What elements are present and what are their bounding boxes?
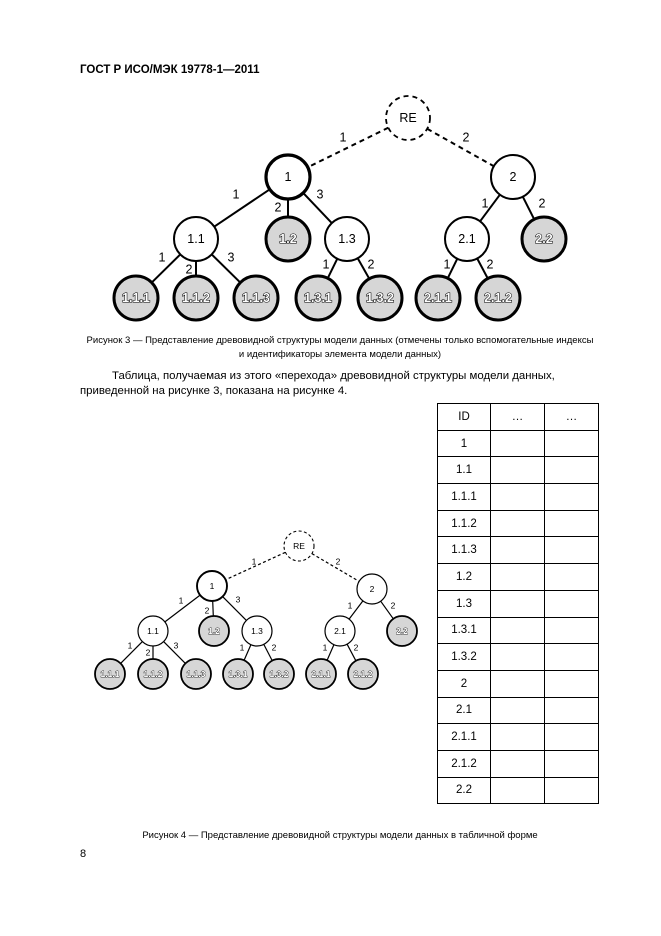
table-cell-empty	[491, 777, 545, 804]
edge-label: 2	[145, 647, 151, 658]
tree-edge	[212, 254, 241, 282]
table-cell-empty	[491, 537, 545, 564]
tree-node	[348, 659, 378, 689]
tree-node	[242, 616, 272, 646]
tree-edge	[213, 601, 214, 616]
edge-label: 3	[235, 594, 241, 605]
tree-node	[138, 616, 168, 646]
node-label: 2.1	[458, 231, 476, 246]
page-number: 8	[80, 848, 87, 860]
table-cell-id: 2.1	[438, 697, 491, 724]
edge-label: 2	[204, 605, 210, 616]
table-cell-empty	[545, 537, 599, 564]
table-cell-id: 1.1	[438, 457, 491, 484]
tree-node	[138, 659, 168, 689]
node-label: 2.1	[334, 625, 346, 636]
table-row	[438, 537, 599, 564]
table-row	[438, 697, 599, 724]
table-cell-id: 1.1.1	[438, 484, 491, 511]
table-header-ellipsis: …	[491, 404, 545, 431]
table-cell-id: 1.3.2	[438, 644, 491, 671]
table-cell-empty	[491, 510, 545, 537]
table-cell-empty	[545, 697, 599, 724]
table-cell-empty	[491, 750, 545, 777]
edge-label: 1	[127, 640, 133, 651]
table-cell-id: 2.1.2	[438, 750, 491, 777]
node-label: RE	[293, 540, 305, 551]
table-cell-empty	[491, 724, 545, 751]
tree-node	[266, 155, 310, 199]
edge-label: 2	[271, 642, 277, 653]
tree-node	[284, 531, 314, 561]
tree-node	[95, 659, 125, 689]
tree-node	[445, 217, 489, 261]
table-cell-empty	[545, 457, 599, 484]
table-cell-empty	[545, 564, 599, 591]
edge-label: 2	[335, 556, 341, 567]
table-cell-empty	[491, 697, 545, 724]
tree-node	[325, 616, 355, 646]
edge-label: 1	[158, 250, 166, 265]
table-row	[438, 644, 599, 671]
table-header-ellipsis: …	[545, 404, 599, 431]
table-cell-empty	[545, 750, 599, 777]
node-label: 1.1.1	[122, 290, 150, 305]
node-label: 1.3.1	[228, 668, 248, 679]
tree-node	[174, 276, 218, 320]
tree-node	[476, 276, 520, 320]
table-cell-empty	[491, 457, 545, 484]
edge-label: 2	[353, 642, 359, 653]
table-cell-empty	[545, 777, 599, 804]
node-label: 1.1	[147, 625, 159, 636]
node-label: 2.1.2	[353, 668, 373, 679]
edge-label: 2	[538, 196, 546, 211]
table-row	[438, 430, 599, 457]
node-label: 1.2	[279, 231, 297, 246]
node-label: 1.1.3	[186, 668, 206, 679]
table-cell-empty	[545, 670, 599, 697]
figure-3-caption-line-2: и идентификаторы элемента модели данных)	[238, 349, 442, 360]
table-cell-empty	[545, 430, 599, 457]
table-cell-empty	[545, 644, 599, 671]
tree-edge	[244, 645, 251, 661]
table-cell-empty	[491, 564, 545, 591]
edge-label: 2	[486, 257, 494, 272]
table-cell-empty	[545, 590, 599, 617]
tree-node	[266, 217, 310, 261]
tree-node	[358, 276, 402, 320]
body-paragraph: Таблица, получаемая из этого «перехода» древовидной структуры модели данных, приведенной на рисунке 3, показана на рисунке 4.	[80, 370, 555, 397]
table-cell-empty	[491, 670, 545, 697]
node-label: 1.3.2	[269, 668, 289, 679]
edge-label: 3	[173, 640, 179, 651]
tree-node	[223, 659, 253, 689]
tree-node	[181, 659, 211, 689]
table-header-row	[438, 404, 599, 431]
edge-label: 1	[232, 187, 240, 202]
tree-node	[114, 276, 158, 320]
table-cell-id: 1.2	[438, 564, 491, 591]
figure-4-tree	[0, 500, 430, 700]
tree-node	[386, 96, 430, 140]
edge-label: 1	[347, 600, 353, 611]
table-cell-id: 1.1.3	[438, 537, 491, 564]
tree-node	[522, 217, 566, 261]
id-table	[437, 403, 599, 804]
edge-label: 1	[322, 642, 328, 653]
table-cell-empty	[491, 617, 545, 644]
table-cell-id: 2.1.1	[438, 724, 491, 751]
node-label: 2.2	[535, 231, 553, 246]
edge-label: 1	[443, 257, 451, 272]
table-row	[438, 670, 599, 697]
node-label: 1.1	[187, 231, 205, 246]
table-cell-empty	[545, 724, 599, 751]
node-label: 1.1.1	[100, 668, 120, 679]
tree-node	[197, 571, 227, 601]
tree-edge	[214, 189, 270, 226]
node-label: 2	[509, 169, 517, 184]
tree-node	[296, 276, 340, 320]
tree-node	[387, 616, 417, 646]
edge-label: 3	[316, 187, 324, 202]
edge-label: 2	[367, 257, 375, 272]
tree-node	[416, 276, 460, 320]
edge-label: 1	[481, 196, 489, 211]
table-cell-empty	[491, 590, 545, 617]
table-cell-id: 1	[438, 430, 491, 457]
edge-label: 2	[274, 200, 282, 215]
table-cell-id: 1.1.2	[438, 510, 491, 537]
tree-node	[174, 217, 218, 261]
table-cell-id: 2.2	[438, 777, 491, 804]
edge-label: 2	[185, 262, 193, 277]
node-label: 1	[284, 169, 292, 184]
node-label: RE	[399, 110, 417, 125]
table-row	[438, 590, 599, 617]
node-label: 1.3.2	[366, 290, 394, 305]
tree-node	[491, 155, 535, 199]
table-cell-empty	[545, 617, 599, 644]
tree-node	[264, 659, 294, 689]
document-header: ГОСТ Р ИСО/МЭК 19778-1—2011	[80, 64, 260, 76]
table-row	[438, 617, 599, 644]
edge-label: 1	[251, 556, 257, 567]
edge-label: 2	[390, 600, 396, 611]
tree-node	[325, 217, 369, 261]
table-row	[438, 510, 599, 537]
node-label: 2.1.1	[311, 668, 331, 679]
table-cell-empty	[545, 484, 599, 511]
edge-label: 1	[322, 257, 330, 272]
tree-edge-dashed	[308, 128, 389, 168]
node-label: 2.2	[396, 625, 408, 636]
tree-edge	[223, 597, 247, 621]
edge-label: 2	[462, 130, 470, 145]
table-cell-id: 1.3	[438, 590, 491, 617]
node-label: 2.1.1	[424, 290, 452, 305]
tree-edge	[523, 197, 534, 220]
node-label: 2.1.2	[484, 290, 512, 305]
node-label: 1.2	[208, 625, 220, 636]
table-row	[438, 724, 599, 751]
tree-edge-dashed	[427, 129, 494, 166]
tree-node	[199, 616, 229, 646]
table-cell-empty	[545, 510, 599, 537]
tree-node	[357, 574, 387, 604]
node-label: 1.3	[251, 625, 263, 636]
node-label: 1	[209, 580, 215, 591]
tree-node	[234, 276, 278, 320]
node-label: 1.3.1	[304, 290, 332, 305]
node-label: 1.1.2	[182, 290, 210, 305]
edge-label: 1	[178, 595, 184, 606]
table-row	[438, 777, 599, 804]
table-row	[438, 750, 599, 777]
edge-label: 1	[239, 642, 245, 653]
table-cell-empty	[491, 430, 545, 457]
figure-3-caption	[70, 334, 610, 362]
tree-node	[306, 659, 336, 689]
table-cell-id: 1.3.1	[438, 617, 491, 644]
tree-edge	[327, 645, 334, 661]
edge-label: 3	[227, 250, 235, 265]
node-label: 2	[369, 583, 375, 594]
table-cell-id: 2	[438, 670, 491, 697]
table-cell-empty	[491, 644, 545, 671]
figure-3-tree	[0, 0, 661, 330]
node-label: 1.3	[338, 231, 356, 246]
table-row	[438, 457, 599, 484]
table-cell-empty	[491, 484, 545, 511]
table-header-id: ID	[438, 404, 491, 431]
table-row	[438, 484, 599, 511]
edge-label: 1	[339, 130, 347, 145]
figure-3-caption-line-1: Рисунок 3 — Представление древовидной структуры модели данных (отмечены только вспомогательные индексы	[86, 335, 594, 346]
node-label: 1.1.3	[242, 290, 270, 305]
tree-edge	[152, 254, 181, 282]
figure-4-caption: Рисунок 4 — Представление древовидной структуры модели данных в табличной форме	[142, 830, 538, 841]
table-row	[438, 564, 599, 591]
node-label: 1.1.2	[143, 668, 163, 679]
